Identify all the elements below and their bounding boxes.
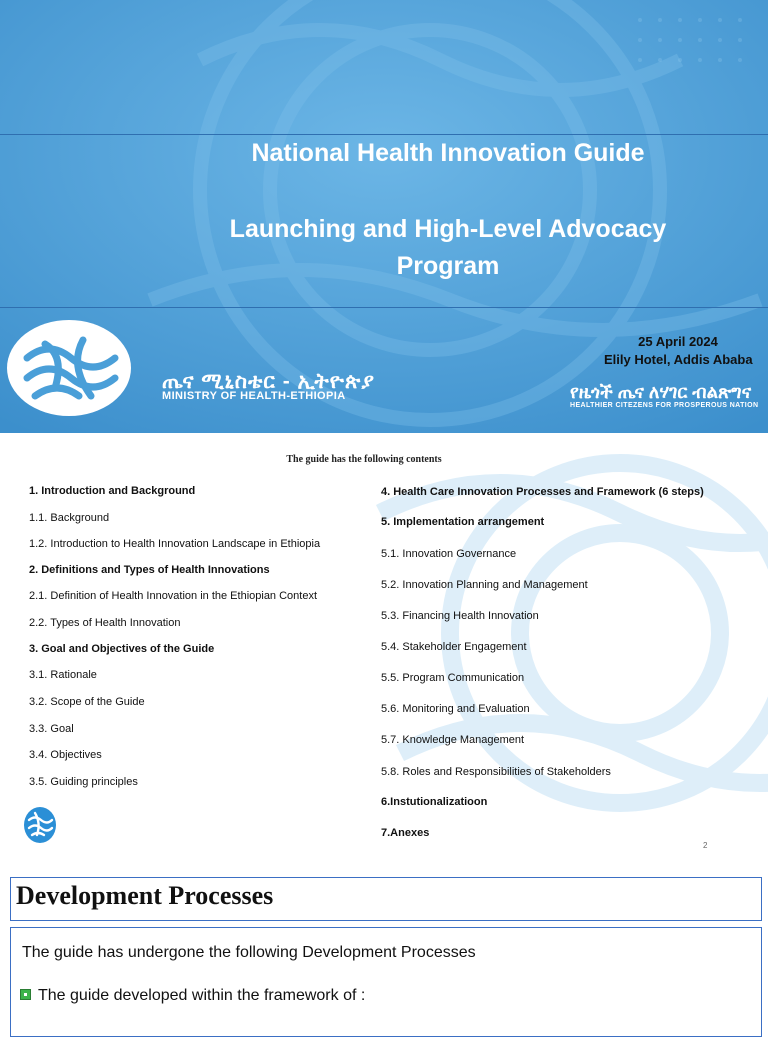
toc-item: 5.1. Innovation Governance [381,548,517,560]
title-slide [0,0,768,433]
contents-caption: The guide has the following contents [286,454,442,465]
square-bullet-icon [20,989,31,1000]
ministry-small-logo-icon [22,805,58,845]
development-slide [0,874,768,1024]
toc-item: 3.3. Goal [29,723,74,735]
toc-item: 5.5. Program Communication [381,672,525,684]
slogan-english: HEALTHIER CITEZENS FOR PROSPEROUS NATION [570,402,759,409]
slide-title: National Health Innovation Guide [251,139,645,167]
toc-item: 5.8. Roles and Responsibilities of Stakeholders [381,766,611,778]
toc-item: 2. Definitions and Types of Health Innovations [29,564,270,576]
toc-item: 3. Goal and Objectives of the Guide [29,643,215,655]
slide-heading: Development Processes [16,881,274,910]
ministry-name-english: MINISTRY OF HEALTH-ETHIOPIA [162,390,346,402]
toc-item: 3.1. Rationale [29,669,97,681]
toc-item: 4. Health Care Innovation Processes and Framework (6 steps) [381,486,704,498]
toc-item: 2.1. Definition of Health Innovation in the Ethiopian Context [29,590,318,602]
toc-item: 7.Anexes [381,827,430,839]
toc-item: 3.2. Scope of the Guide [29,696,145,708]
event-venue: Elily Hotel, Addis Ababa [604,352,753,367]
toc-item: 1. Introduction and Background [29,485,196,497]
toc-item: 3.4. Objectives [29,749,102,761]
ministry-name-amharic: ጤና ሚኒስቴር - ኢትዮጵያ [162,370,375,393]
toc-item: 5.2. Innovation Planning and Management [381,579,588,591]
toc-item: 1.2. Introduction to Health Innovation Landscape in Ethiopia [29,538,321,550]
event-date: 25 April 2024 [638,334,718,349]
toc-item: 3.5. Guiding principles [29,776,138,788]
intro-text: The guide has undergone the following Development Processes [22,944,476,961]
toc-item: 5. Implementation arrangement [381,516,545,528]
toc-item: 2.2. Types of Health Innovation [29,617,181,629]
toc-item: 6.Instutionalizatioon [381,796,488,808]
toc-item: 1.1. Background [29,512,110,524]
page-number: 2 [703,841,708,850]
bullet-text: The guide developed within the framework of : [38,987,366,1004]
slogan-amharic: የዜጎች ጤና ለሃገር ብልጽግና [570,382,752,402]
slide-subtitle: Launching and High-Level Advocacy Program [229,215,667,280]
toc-item: 5.4. Stakeholder Engagement [381,641,527,653]
toc-item: 5.6. Monitoring and Evaluation [381,703,530,715]
toc-item: 5.3. Financing Health Innovation [381,610,539,622]
toc-item: 5.7. Knowledge Management [381,734,525,746]
contents-slide [0,433,768,861]
ministry-logo-icon [5,318,133,418]
